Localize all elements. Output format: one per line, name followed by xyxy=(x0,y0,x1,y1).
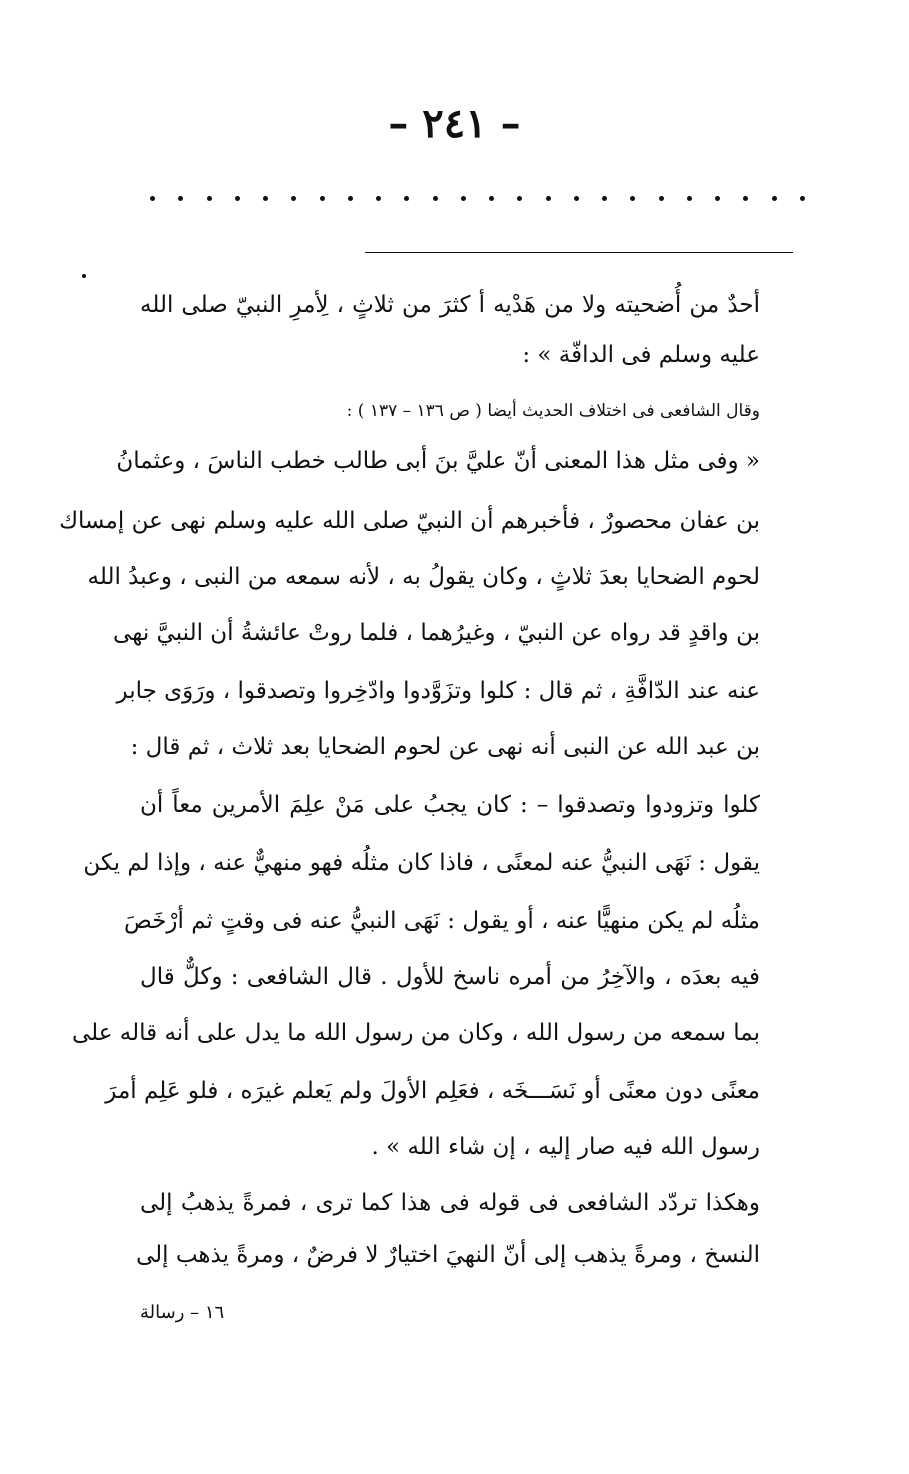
main-quote-line: فيه بعدَه ، والآخِرُ من أمره ناسخ للأول . قال الشافعى : وكلٌّ قال xyxy=(140,964,760,990)
main-quote-line: عنه عند الدّافَّةِ ، ثم قال : كلوا وتزَوَّدوا وادّخِروا وتصدقوا ، ورَوَى جابر xyxy=(116,678,760,704)
main-quote-line: بن عبد الله عن النبى أنه نهى عن لحوم الضحايا بعد ثلاث ، ثم قال : xyxy=(130,734,760,760)
ellipsis-dot xyxy=(207,196,212,201)
quote-tail-line: أحدٌ من أُضحيته ولا من هَدْيه أ كثرَ من ثلاثٍ ، لِأمرِ النبيّ صلى الله xyxy=(140,292,760,318)
ellipsis-dot xyxy=(461,196,466,201)
ellipsis-dot xyxy=(291,196,296,201)
ellipsis-dot xyxy=(715,196,720,201)
ellipsis-dot xyxy=(433,196,438,201)
ellipsis-dot xyxy=(772,196,777,201)
main-quote-line: بما سمعه من رسول الله ، وكان من رسول الله ما يدل على أنه قاله على xyxy=(71,1020,760,1046)
ellipsis-dot xyxy=(659,196,664,201)
ellipsis-dot xyxy=(320,196,325,201)
ellipsis-dot xyxy=(376,196,381,201)
main-quote-line: بن واقدٍ قد رواه عن النبيّ ، وغيرُهما ، فلما روتْ عائشةُ أن النبيَّ نهى xyxy=(113,620,760,646)
ellipsis-dot xyxy=(546,196,551,201)
quote-tail-line: عليه وسلم فى الدافّة » : xyxy=(522,342,760,368)
ellipsis-dot xyxy=(687,196,692,201)
main-quote-line: « وفى مثل هذا المعنى أنّ عليَّ بنَ أبى طالب خطب الناسَ ، وعثمانُ xyxy=(116,448,760,474)
printer-signature-mark: ١٦ – رسالة xyxy=(140,1302,225,1323)
ellipsis-dot xyxy=(800,196,805,201)
ellipsis-dot xyxy=(235,196,240,201)
main-quote-line: معنًى دون معنًى أو نَسَـــخَه ، فعَلِم الأولَ ولم يَعلم غيرَه ، فلو عَلِم أمرَ xyxy=(105,1078,760,1104)
source-note: وقال الشافعى فى اختلاف الحديث أيضا ( ص ١٣٦ – ١٣٧ ) : xyxy=(346,401,760,421)
ellipsis-dot xyxy=(602,196,607,201)
main-quote-line: بن عفان محصورٌ ، فأخبرهم أن النبيّ صلى الله عليه وسلم نهى عن إمساك xyxy=(59,508,760,534)
ellipsis-dot xyxy=(517,196,522,201)
main-quote-line: كلوا وتزودوا وتصدقوا – : كان يجبُ على مَنْ علِمَ الأمرين معاً أن xyxy=(140,792,760,818)
ellipsis-dot xyxy=(178,196,183,201)
ellipsis-dot xyxy=(150,196,155,201)
commentary-line: النسخ ، ومرةً يذهب إلى أنّ النهيَ اختيارٌ لا فرضٌ ، ومرةً يذهب إلى xyxy=(135,1242,760,1268)
commentary-line: وهكذا تردّد الشافعى فى قوله فى هذا كما ترى ، فمرةً يذهبُ إلى xyxy=(140,1190,760,1216)
ellipsis-dot xyxy=(574,196,579,201)
ellipsis-dot xyxy=(630,196,635,201)
main-quote-line: يقول : نَهَى النبيُّ عنه لمعنًى ، فاذا كان مثلُه فهو منهيٌّ عنه ، وإذا لم يكن xyxy=(83,850,760,876)
footnote-separator-rule xyxy=(365,252,793,253)
main-quote-line: رسول الله فيه صار إليه ، إن شاء الله » . xyxy=(371,1134,760,1160)
stray-ink-dot xyxy=(82,274,86,278)
ellipsis-dot xyxy=(348,196,353,201)
ellipsis-dot xyxy=(743,196,748,201)
dotted-ellipsis-row xyxy=(150,188,805,208)
ellipsis-dot xyxy=(263,196,268,201)
main-quote-line: مثلُه لم يكن منهيًّا عنه ، أو يقول : نَهَى النبيُّ عنه فى وقتٍ ثم أرْخَصَ xyxy=(124,908,760,934)
ellipsis-dot xyxy=(404,196,409,201)
ellipsis-dot xyxy=(489,196,494,201)
main-quote-line: لحوم الضحايا بعدَ ثلاثٍ ، وكان يقولُ به ، لأنه سمعه من النبى ، وعبدُ الله xyxy=(87,564,760,590)
page-number: – ٢٤١ – xyxy=(388,100,521,147)
